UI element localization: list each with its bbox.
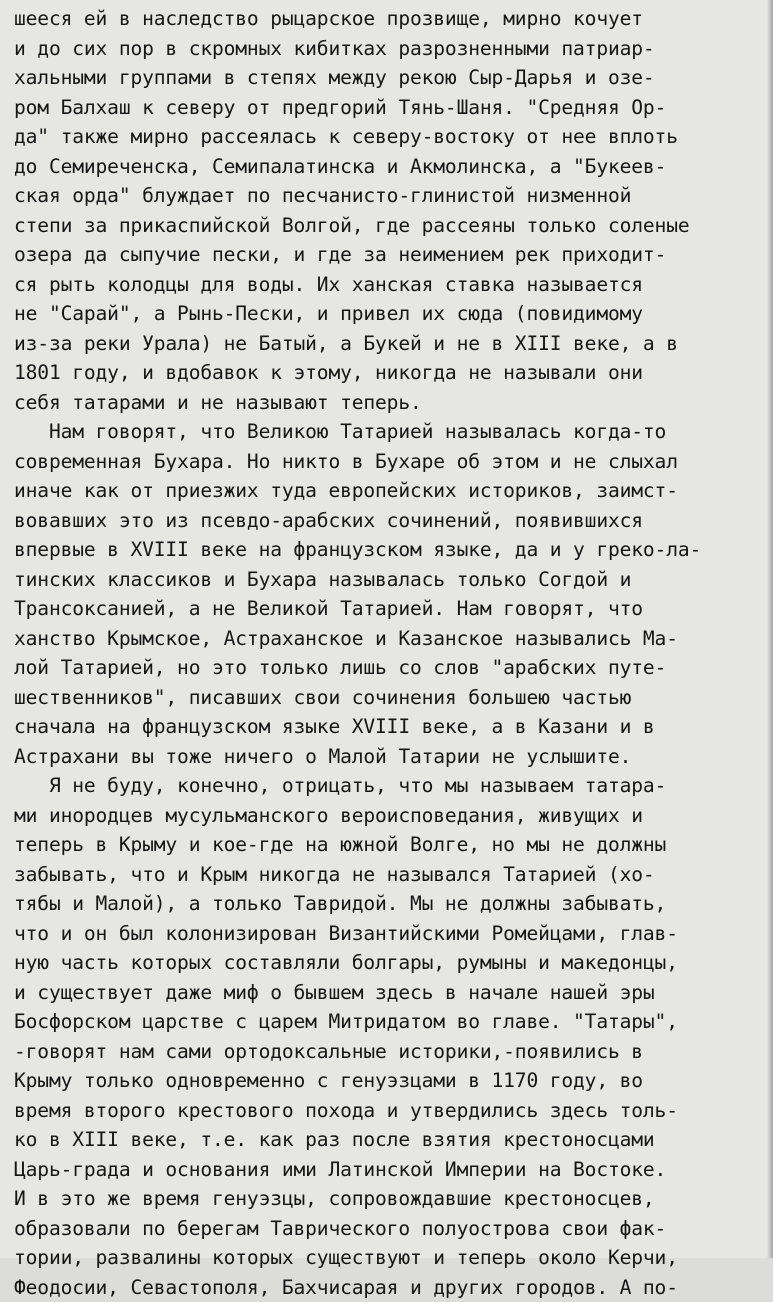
text-line: Я не буду, конечно, отрицать, что мы называем татара- [14,771,766,801]
text-line: ко в XIII веке, т.е. как раз после взятия крестоносцами [14,1125,766,1155]
text-line: тябы и Малой), а только Тавридой. Мы не должны забывать, [14,889,766,919]
text-line: себя татарами и не называют теперь. [14,388,766,418]
text-line: и до сих пор в скромных кибитках разрозненными патриар- [14,34,766,64]
text-line: да" также мирно рассеялась к северу-востоку от нее вплоть [14,122,766,152]
text-line: 1801 году, и вдобавок к этому, никогда не называли они [14,358,766,388]
text-line: образовали по берегам Таврического полуострова свои фак- [14,1214,766,1244]
text-line: озера да сыпучие пески, и где за неимением рек приходит- [14,240,766,270]
text-line: степи за прикаспийской Волгой, где рассеяны только соленые [14,211,766,241]
text-line: -говорят нам сами ортодоксальные историки,-появились в [14,1037,766,1067]
text-line: тинских классиков и Бухара называлась только Согдой и [14,565,766,595]
text-line: Царь-града и основания ими Латинской Империи на Востоке. [14,1155,766,1185]
text-line: иначе как от приезжих туда европейских историков, заимст- [14,476,766,506]
text-line: Астрахани вы тоже ничего о Малой Татарии не услышите. [14,742,766,772]
text-line: время второго крестового похода и утвердились здесь толь- [14,1096,766,1126]
text-line: тории, развалины которых существуют и теперь около Керчи, [14,1243,766,1273]
text-line: и существует даже миф о бывшем здесь в начале нашей эры [14,978,766,1008]
text-line: сначала на французском языке XVIII веке, а в Казани и в [14,712,766,742]
text-line: забывать, что и Крым никогда не назывался Татарией (хо- [14,860,766,890]
text-line: ми инородцев мусульманского вероисповедания, живущих и [14,801,766,831]
text-line: лой Татарией, но это только лишь со слов "арабских путе- [14,653,766,683]
text-line: Нам говорят, что Великою Татарией называлась когда-то [14,417,766,447]
text-line: современная Бухара. Но никто в Бухаре об этом и не слыхал [14,447,766,477]
text-line: И в это же время генуэзцы, сопровождавшие крестоносцев, [14,1184,766,1214]
text-line: теперь в Крыму и кое-где на южной Волге, но мы не должны [14,830,766,860]
text-line: из-за реки Урала) не Батый, а Букей и не в XIII веке, а в [14,329,766,359]
text-line: Феодосии, Севастополя, Бахчисарая и других городов. А по- [14,1273,766,1302]
text-line: вовавших это из псевдо-арабских сочинений, появившихся [14,506,766,536]
page-text [14,4,766,1302]
text-line: Крыму только одновременно с генуэзцами в 1170 году, во [14,1066,766,1096]
text-line: Трансоксанией, а не Великой Татарией. Нам говорят, что [14,594,766,624]
text-line: ханство Крымское, Астраханское и Казанское назывались Ма- [14,624,766,654]
text-line: ся рыть колодцы для воды. Их ханская ставка называется [14,270,766,300]
page-edge-shadow [767,0,773,1258]
text-line: что и он был колонизирован Византийскими Ромейцами, глав- [14,919,766,949]
text-line: ную часть которых составляли болгары, румыны и македонцы, [14,948,766,978]
text-line: впервые в XVIII веке на французском языке, да и у греко-ла- [14,535,766,565]
text-line: не "Сарай", а Рынь-Пески, и привел их сюда (повидимому [14,299,766,329]
text-line: ром Балхаш к северу от предгорий Тянь-Шаня. "Средняя Ор- [14,93,766,123]
text-line: хальными группами в степях между рекою Сыр-Дарья и озе- [14,63,766,93]
text-line: Босфорском царстве с царем Митридатом во главе. "Татары", [14,1007,766,1037]
text-line: шееся ей в наследство рыцарское прозвище, мирно кочует [14,4,766,34]
text-line: ская орда" блуждает по песчанисто-глинистой низменной [14,181,766,211]
text-line: шественников", писавших свои сочинения большею частью [14,683,766,713]
text-line: до Семиреченска, Семипалатинска и Акмолинска, а "Букеев- [14,152,766,182]
